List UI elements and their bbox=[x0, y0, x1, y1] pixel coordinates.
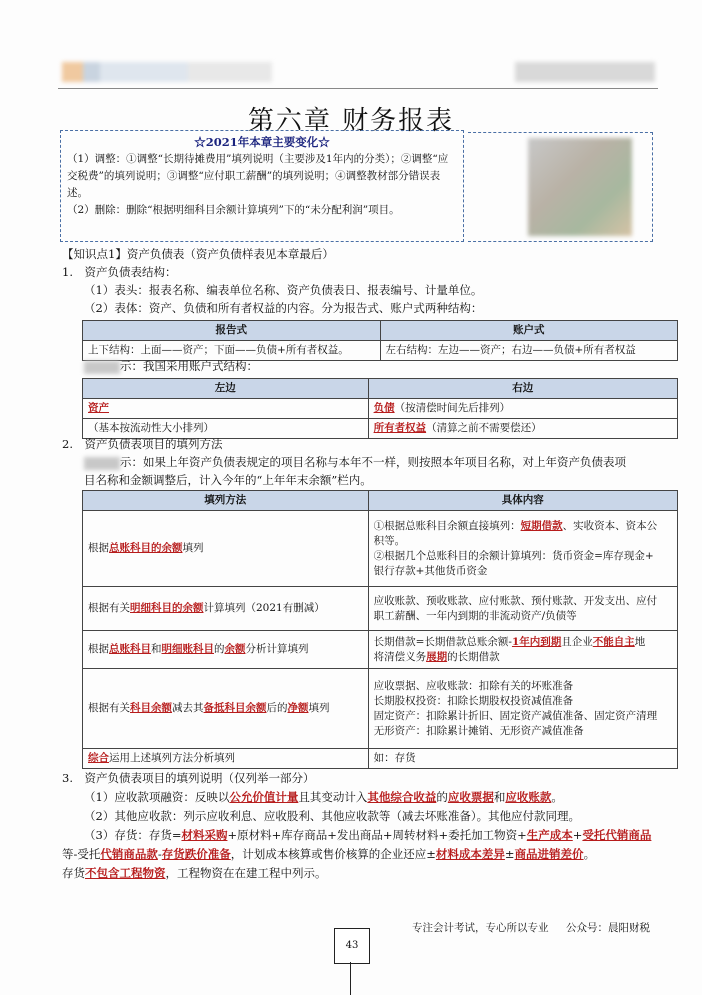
c3-red: 1年内到期 bbox=[511, 635, 562, 648]
m4-red2: 备抵科目余额 bbox=[203, 702, 267, 714]
method-analysis bbox=[83, 631, 369, 669]
s3l3-a: （3）存货：存货= bbox=[84, 828, 182, 842]
c2-line-2: 职工薪酬、一年内到期的非流动资产/负债等 bbox=[373, 609, 577, 622]
changes-box bbox=[60, 130, 464, 242]
section-3-line-3 bbox=[84, 827, 651, 844]
cell-liabilities bbox=[368, 399, 677, 419]
m4-mid2: 后的 bbox=[266, 702, 288, 714]
header-rule bbox=[58, 88, 658, 89]
fill-method-table bbox=[82, 490, 678, 769]
c3-c: 地 bbox=[634, 635, 646, 648]
th-account-form: 账户式 bbox=[380, 321, 678, 341]
m5-post: 运用上述填列方法分析填列 bbox=[109, 752, 235, 764]
s3l5-r1: 不包含工程物资 bbox=[85, 866, 166, 880]
section-3-heading: 3. 资产负债表项目的填列说明（仅列举一部分） bbox=[62, 771, 315, 785]
m4-post: 填列 bbox=[308, 702, 330, 714]
content-net-amount bbox=[368, 669, 677, 749]
method-comprehensive bbox=[83, 749, 369, 769]
blurred-tip-label-2 bbox=[84, 457, 120, 470]
s3l3-c: + bbox=[572, 828, 583, 842]
s3l5-a: 存货 bbox=[62, 866, 85, 880]
s3l4-r1: 代销商品款 bbox=[100, 847, 158, 861]
left-right-table bbox=[82, 378, 678, 439]
m3-pre: 根据 bbox=[88, 643, 109, 655]
c3-b: 且企业 bbox=[561, 635, 593, 648]
section-3-line-4 bbox=[62, 846, 595, 863]
c1-line-2: 积等。 bbox=[373, 534, 406, 547]
equity-note: （清算之前不需要偿还） bbox=[426, 422, 542, 434]
th-report-form: 报告式 bbox=[83, 321, 381, 341]
s3l1-r4: 应收账款 bbox=[505, 790, 552, 804]
s3l4-e: 。 bbox=[583, 847, 596, 861]
assets-label: 资产 bbox=[88, 402, 109, 414]
c1-line-4: 银行存款+其他货币资金 bbox=[373, 564, 488, 577]
page-number: 43 bbox=[334, 928, 370, 964]
section-3-line-5 bbox=[62, 865, 327, 882]
footer-account: 公众号：晨阳财税 bbox=[566, 922, 650, 934]
m1-post: 填列 bbox=[182, 542, 204, 554]
s3l4-r3: 材料成本差异 bbox=[435, 847, 505, 861]
m4-pre: 根据有关 bbox=[88, 702, 130, 714]
m3-red2: 明细账科目 bbox=[161, 643, 214, 655]
m2-red: 明细科目的余额 bbox=[130, 602, 204, 614]
blurred-logo bbox=[62, 62, 272, 82]
c1-red: 短期借款 bbox=[520, 519, 563, 532]
tip-fill-line-1: 示：如果上年资产负债表规定的项目名称与本年不一样，则按照本年项目名称，对上年资产负债表项 bbox=[120, 455, 626, 469]
content-general-ledger bbox=[368, 511, 677, 587]
c4-line-4: 无形资产：扣除累计摊销、无形资产减值准备 bbox=[373, 724, 584, 737]
chapter-title: 第六章 财务报表 bbox=[247, 106, 455, 136]
structure-table bbox=[82, 320, 678, 361]
s3l3-r2: 生产成本 bbox=[526, 828, 573, 842]
s3l4-b: - bbox=[157, 847, 162, 861]
th-content: 具体内容 bbox=[368, 491, 677, 511]
c3-d: 将清偿义务 bbox=[373, 650, 427, 663]
s3l1-b: 且其变动计入 bbox=[298, 790, 368, 804]
s3l3-r3: 受托代销商品 bbox=[582, 828, 652, 842]
content-comprehensive: 如：存货 bbox=[368, 749, 677, 769]
section-1-item-2: （2）表体：资产、负债和所有者权益的内容。分为报告式、账户式两种结构： bbox=[84, 301, 483, 315]
s3l1-r2: 其他综合收益 bbox=[367, 790, 437, 804]
s3l4-r2: 存货跌价准备 bbox=[161, 847, 231, 861]
cell-equity bbox=[368, 419, 677, 439]
c3-red3: 展期 bbox=[426, 650, 448, 663]
c2-line-1: 应收账款、预收账款、应付账款、预付账款、开发支出、应付 bbox=[373, 594, 658, 607]
cell-report-form: 上下结构：上面——资产；下面——负债+所有者权益。 bbox=[83, 341, 381, 361]
liabilities-note: （按清偿时间先后排列） bbox=[394, 402, 511, 414]
m4-mid: 减去其 bbox=[172, 702, 204, 714]
page-number-stem bbox=[350, 962, 351, 995]
content-detail-ledger bbox=[368, 587, 677, 631]
liabilities-label: 负债 bbox=[373, 402, 395, 414]
cell-assets bbox=[83, 399, 369, 419]
c3-red2: 不能自主 bbox=[592, 635, 635, 648]
footer-slogan: 专注会计考试，专心所以专业 bbox=[412, 922, 549, 934]
blurred-tip-label-1 bbox=[84, 361, 120, 374]
m1-red: 总账科目的余额 bbox=[109, 542, 183, 554]
knowledge-point: 【知识点1】资产负债表（资产负债样表见本章最后） bbox=[62, 247, 334, 261]
c3-a: 长期借款=长期借款总账余额- bbox=[373, 635, 512, 648]
s3l1-a: （1）应收款项融资：反映以 bbox=[84, 790, 230, 804]
m4-red3: 净额 bbox=[287, 702, 309, 714]
m3-red3: 余额 bbox=[224, 643, 246, 655]
content-analysis bbox=[368, 631, 677, 669]
changes-line-2: 交税费”的填列说明；③调整“应付职工薪酬”的填列说明；④调整教材部分错误表述。 bbox=[67, 170, 441, 199]
s3l3-r1: 材料采购 bbox=[181, 828, 228, 842]
m2-post: 计算填列（2021有删减） bbox=[203, 602, 325, 614]
s3l1-r1: 公允价值计量 bbox=[229, 790, 299, 804]
c4-line-1: 应收票据、应收账款：扣除有关的坏账准备 bbox=[373, 679, 574, 692]
th-right: 右边 bbox=[368, 379, 677, 399]
c4-line-2: 长期股权投资：扣除长期股权投资减值准备 bbox=[373, 694, 574, 707]
m3-mid2: 的 bbox=[214, 643, 225, 655]
changes-title: ☆2021年本章主要变化☆ bbox=[194, 135, 330, 149]
cell-assets-note: （基本按流动性大小排列） bbox=[83, 419, 369, 439]
c1-a: ①根据总账科目余额直接填列： bbox=[373, 519, 521, 532]
section-1-item-1: （1）表头：报表名称、编表单位名称、资产负债表日、报表编号、计量单位。 bbox=[84, 283, 483, 297]
blurred-brand bbox=[515, 62, 655, 82]
s3l3-b: +原材料+库存商品+发出商品+周转材料+委托加工物资+ bbox=[227, 828, 527, 842]
section-2-heading: 2. 资产负债表项目的填列方法 bbox=[62, 437, 223, 451]
s3l1-e: 。 bbox=[551, 790, 563, 804]
section-3-line-2: （2）其他应收款：列示应收利息、应收股利、其他应收款等（减去坏账准备）。其他应付款同理。 bbox=[84, 809, 581, 823]
m3-post: 分析计算填列 bbox=[245, 643, 309, 655]
qr-code-image bbox=[528, 138, 632, 236]
th-method: 填列方法 bbox=[83, 491, 369, 511]
equity-label: 所有者权益 bbox=[373, 422, 427, 434]
c4-line-3: 固定资产：扣除累计折旧、固定资产减值准备、固定资产清理 bbox=[373, 709, 658, 722]
method-general-ledger bbox=[83, 511, 369, 587]
s3l1-d: 和 bbox=[493, 790, 506, 804]
changes-line-3: （2）删除：删除“根据明细科目余额计算填列”下的“未分配利润”项目。 bbox=[67, 204, 400, 216]
method-detail-ledger bbox=[83, 587, 369, 631]
s3l4-a: 等-受托 bbox=[62, 847, 101, 861]
s3l4-c: ，计划成本核算或售价核算的企业还应± bbox=[230, 847, 436, 861]
m4-red1: 科目余额 bbox=[130, 702, 172, 714]
c1-b: 、实收资本、资本公 bbox=[562, 519, 658, 532]
m3-mid: 和 bbox=[151, 643, 162, 655]
tip-account-form: 示：我国采用账户式结构： bbox=[120, 359, 258, 373]
m3-red1: 总账科目 bbox=[109, 643, 151, 655]
s3l1-c: 的 bbox=[436, 790, 448, 804]
changes-line-1: （1）调整：①调整“长期待摊费用”填列说明（主要涉及1年内的分类）；②调整“应 bbox=[67, 153, 449, 165]
section-3-line-1 bbox=[84, 789, 563, 806]
m1-pre: 根据 bbox=[88, 542, 109, 554]
th-left: 左边 bbox=[83, 379, 369, 399]
section-1-heading: 1. 资产负债表结构： bbox=[62, 265, 177, 279]
s3l1-r3: 应收票据 bbox=[447, 790, 494, 804]
tip-fill-line-2: 目名称和金额调整后，计入今年的“上年年末余额”栏内。 bbox=[84, 473, 372, 487]
s3l5-b: ，工程物资在在建工程中列示。 bbox=[165, 866, 327, 880]
method-net-amount bbox=[83, 669, 369, 749]
cell-account-form: 左右结构：左边——资产；右边——负债+所有者权益 bbox=[380, 341, 678, 361]
s3l4-r4: 商品进销差价 bbox=[514, 847, 584, 861]
s3l4-d: ± bbox=[504, 847, 515, 861]
c3-e: 的长期借款 bbox=[447, 650, 500, 663]
c1-line-3: ②根据几个总账科目的余额计算填列：货币资金=库存现金+ bbox=[373, 549, 654, 562]
m5-red: 综合 bbox=[88, 752, 109, 764]
m2-pre: 根据有关 bbox=[88, 602, 130, 614]
